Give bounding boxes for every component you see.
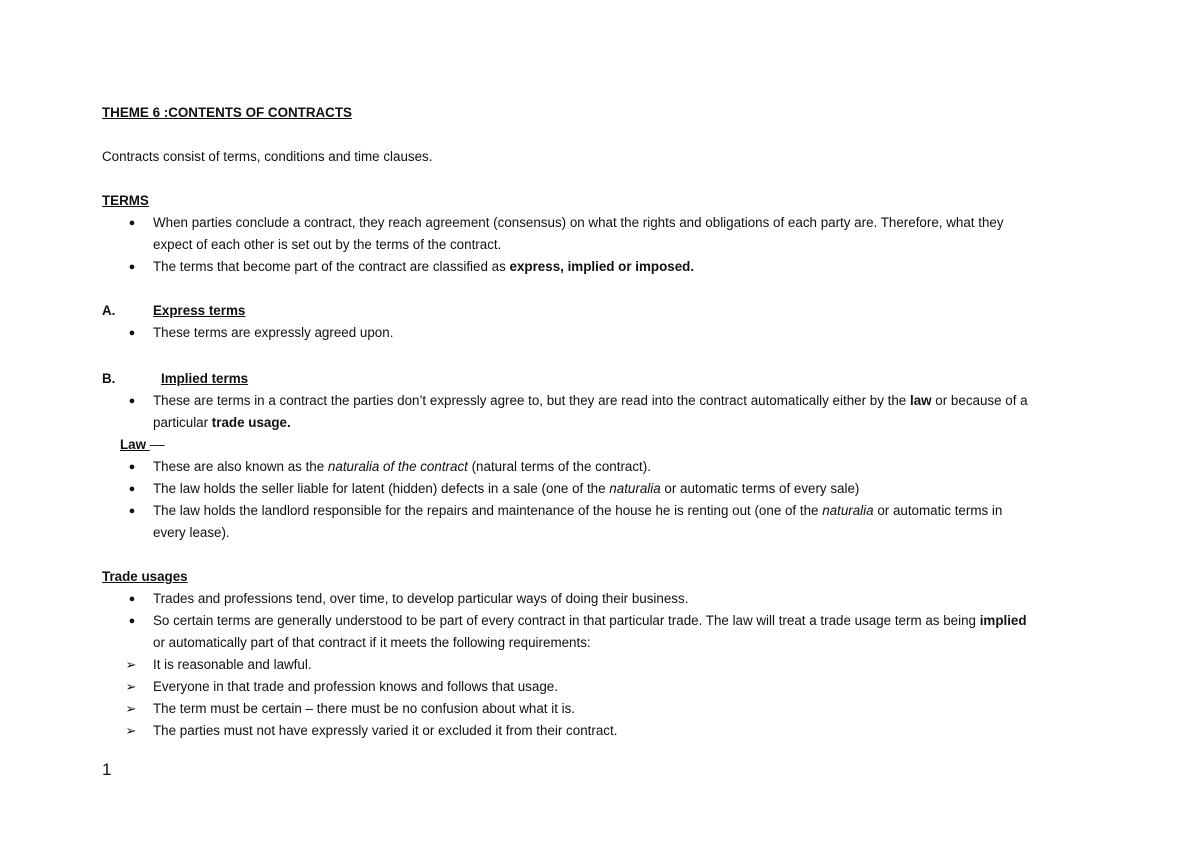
express-bullet-1: These terms are expressly agreed upon.	[153, 325, 394, 340]
law-b3-italic: naturalia	[822, 503, 874, 518]
law-b1-italic: naturalia of the contract	[327, 459, 468, 474]
requirement-item: The parties must not have expressly varied it or excluded it from their contract.	[153, 723, 618, 738]
law-b3-text-end: or automatic terms in	[873, 503, 1003, 518]
law-bullet-2	[153, 480, 859, 498]
bullet-icon: ●	[128, 327, 136, 339]
intro-paragraph: Contracts consist of terms, conditions and time clauses.	[102, 149, 433, 164]
express-terms-heading: Express terms	[153, 303, 246, 318]
law-b2-text-end: or automatic terms of every sale)	[660, 481, 860, 496]
requirement-item: It is reasonable and lawful.	[153, 657, 312, 672]
page-number: 1	[102, 760, 112, 779]
law-heading-text: Law	[120, 437, 150, 452]
bullet-icon: ●	[128, 615, 136, 627]
arrow-bullet-icon: ➢	[125, 723, 137, 738]
law-b2-text: The law holds the seller liable for latent (hidden) defects in a sale (one of the	[153, 481, 610, 496]
arrow-bullet-icon: ➢	[125, 701, 137, 716]
trade-bullet-1: Trades and professions tend, over time, to develop particular ways of doing their business.	[153, 591, 689, 606]
law-dash: ––	[149, 437, 165, 452]
trade-bullet-2-line-2: or automatically part of that contract if it meets the following requirements:	[153, 635, 591, 650]
terms-bullet-1-line-1: When parties conclude a contract, they reach agreement (consensus) on what the rights and obligations of each party are. Therefore, what they	[153, 215, 1004, 230]
law-bullet-3-line-2: every lease).	[153, 525, 230, 540]
implied-bullet-1-line-1	[153, 392, 1028, 410]
requirement-item: Everyone in that trade and profession knows and follows that usage.	[153, 679, 558, 694]
trade-bullet-2-line-1	[153, 612, 1027, 630]
terms-bullet-2-bold: express, implied or imposed.	[509, 259, 695, 274]
trade-b2-text: So certain terms are generally understood to be part of every contract in that particular trade. The law will treat a trade usage term as being	[153, 613, 980, 628]
terms-bullet-2	[153, 258, 694, 276]
page-title: THEME 6 :CONTENTS OF CONTRACTS	[102, 105, 352, 120]
implied-law-bold: law	[909, 393, 932, 408]
requirement-item: The term must be certain – there must be no confusion about what it is.	[153, 701, 576, 716]
bullet-icon: ●	[128, 261, 136, 273]
trade-b2-bold: implied	[979, 613, 1027, 628]
arrow-bullet-icon: ➢	[125, 679, 137, 694]
implied-terms-heading: Implied terms	[161, 371, 249, 386]
implied-text-2: particular	[153, 415, 212, 430]
law-b2-italic: naturalia	[609, 481, 661, 496]
terms-bullet-1-line-2: expect of each other is set out by the terms of the contract.	[153, 237, 502, 252]
terms-heading: TERMS	[102, 193, 149, 208]
bullet-icon: ●	[128, 217, 136, 229]
implied-trade-usage-bold: trade usage.	[211, 415, 291, 430]
section-a-letter: A.	[102, 303, 116, 318]
law-heading	[120, 436, 165, 454]
bullet-icon: ●	[128, 483, 136, 495]
implied-bullet-1-line-2	[153, 414, 291, 432]
law-b3-text: The law holds the landlord responsible for the repairs and maintenance of the house he is renting out (one of the	[153, 503, 823, 518]
trade-usages-heading: Trade usages	[102, 569, 188, 584]
implied-text: These are terms in a contract the parties don’t expressly agree to, but they are read into the contract automatically either by the	[153, 393, 910, 408]
bullet-icon: ●	[128, 505, 136, 517]
law-b1-text: These are also known as the	[153, 459, 328, 474]
implied-text-end: or because of a	[931, 393, 1028, 408]
arrow-bullet-icon: ➢	[125, 657, 137, 672]
section-b-letter: B.	[102, 371, 116, 386]
bullet-icon: ●	[128, 593, 136, 605]
terms-bullet-2-text: The terms that become part of the contract are classified as	[153, 259, 510, 274]
bullet-icon: ●	[128, 461, 136, 473]
law-bullet-1	[153, 458, 651, 476]
law-bullet-3-line-1	[153, 502, 1002, 520]
law-b1-text-end: (natural terms of the contract).	[467, 459, 651, 474]
bullet-icon: ●	[128, 395, 136, 407]
